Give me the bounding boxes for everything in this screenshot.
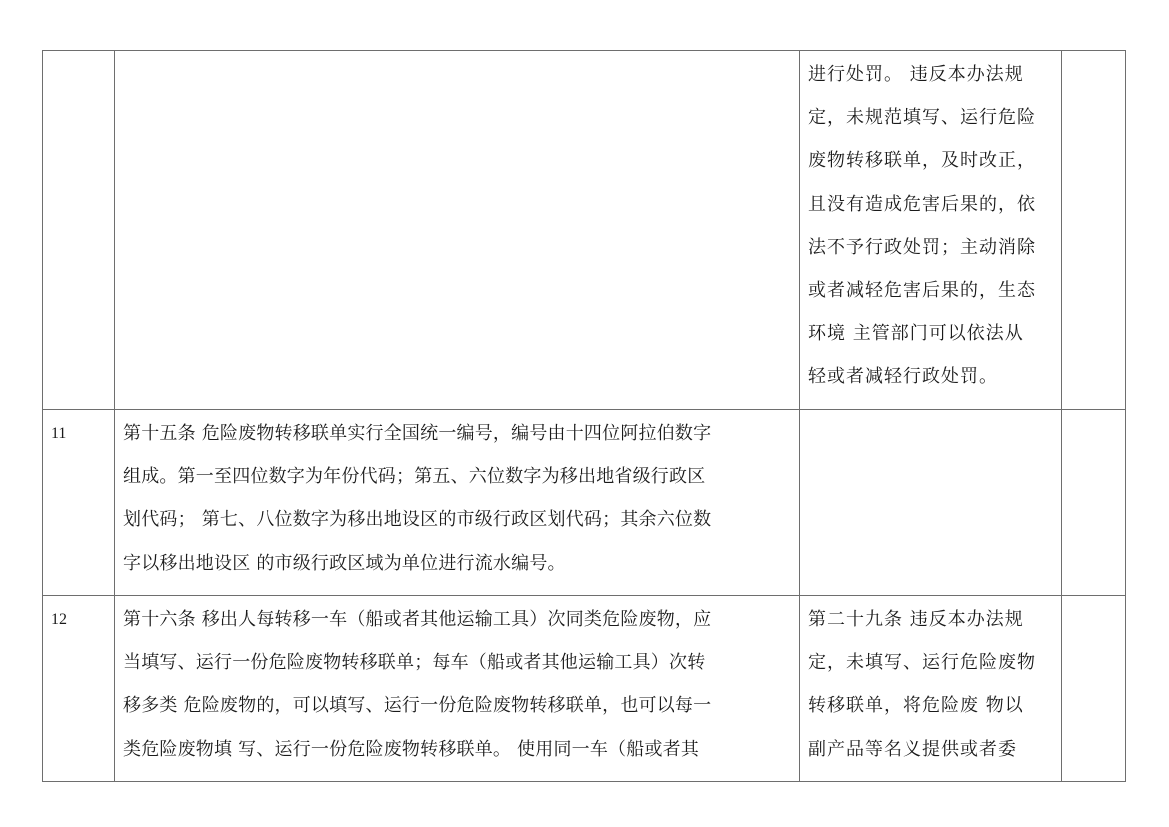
table-row — [43, 596, 1126, 782]
remarks-cell — [1062, 410, 1126, 596]
article-text-cell — [115, 596, 800, 782]
article-line: 组成。第一至四位数字为年份代码；第五、六位数字为移出地省级行政区 — [123, 466, 706, 488]
article-text-cell — [115, 51, 800, 410]
article-line: 第十六条 移出人每转移一车（船或者其他运输工具）次同类危险废物，应 — [123, 609, 712, 630]
penalty-line: 轻或者减轻行政处罚。 — [808, 366, 998, 388]
penalty-line: 环境 主管部门可以依法从 — [808, 323, 1024, 345]
article-line: 划代码； 第七、八位数字为移出地设区的市级行政区划代码；其余六位数 — [123, 509, 712, 531]
penalty-line: 转移联单，将危险废 物以 — [808, 695, 1024, 717]
article-text-cell — [115, 410, 800, 596]
regulation-table — [42, 50, 1126, 782]
penalty-text-cell — [800, 51, 1062, 410]
penalty-text-cell — [800, 410, 1062, 596]
penalty-line: 进行处罚。 违反本办法规 — [808, 64, 1024, 85]
penalty-line: 法不予行政处罚；主动消除 — [808, 236, 1036, 258]
penalty-line: 第二十九条 违反本办法规 — [808, 609, 1024, 630]
table-row — [43, 51, 1126, 410]
article-line: 字以移出地设区 的市级行政区域为单位进行流水编号。 — [123, 552, 566, 574]
article-line: 第十五条 危险废物转移联单实行全国统一编号，编号由十四位阿拉伯数字 — [123, 423, 712, 444]
article-line: 类危险废物填 写、运行一份危险废物转移联单。 使用同一车（船或者其 — [123, 738, 700, 760]
article-line: 移多类 危险废物的，可以填写、运行一份危险废物转移联单，也可以每一 — [123, 695, 712, 717]
penalty-line: 定，未填写、运行危险废物 — [808, 652, 1036, 674]
penalty-line: 副产品等名义提供或者委 — [808, 738, 1017, 760]
penalty-text-cell — [800, 596, 1062, 782]
row-number-cell: 12 — [43, 596, 115, 782]
row-number-cell — [43, 51, 115, 410]
row-number-cell: 11 — [43, 410, 115, 596]
penalty-line: 废物转移联单，及时改正， — [808, 150, 1036, 172]
penalty-line: 定，未规范填写、运行危险 — [808, 107, 1036, 129]
table-row — [43, 410, 1126, 596]
penalty-line: 且没有造成危害后果的，依 — [808, 193, 1036, 215]
penalty-line: 或者减轻危害后果的，生态 — [808, 280, 1036, 302]
remarks-cell — [1062, 51, 1126, 410]
remarks-cell — [1062, 596, 1126, 782]
article-line: 当填写、运行一份危险废物转移联单；每车（船或者其他运输工具）次转 — [123, 652, 706, 674]
